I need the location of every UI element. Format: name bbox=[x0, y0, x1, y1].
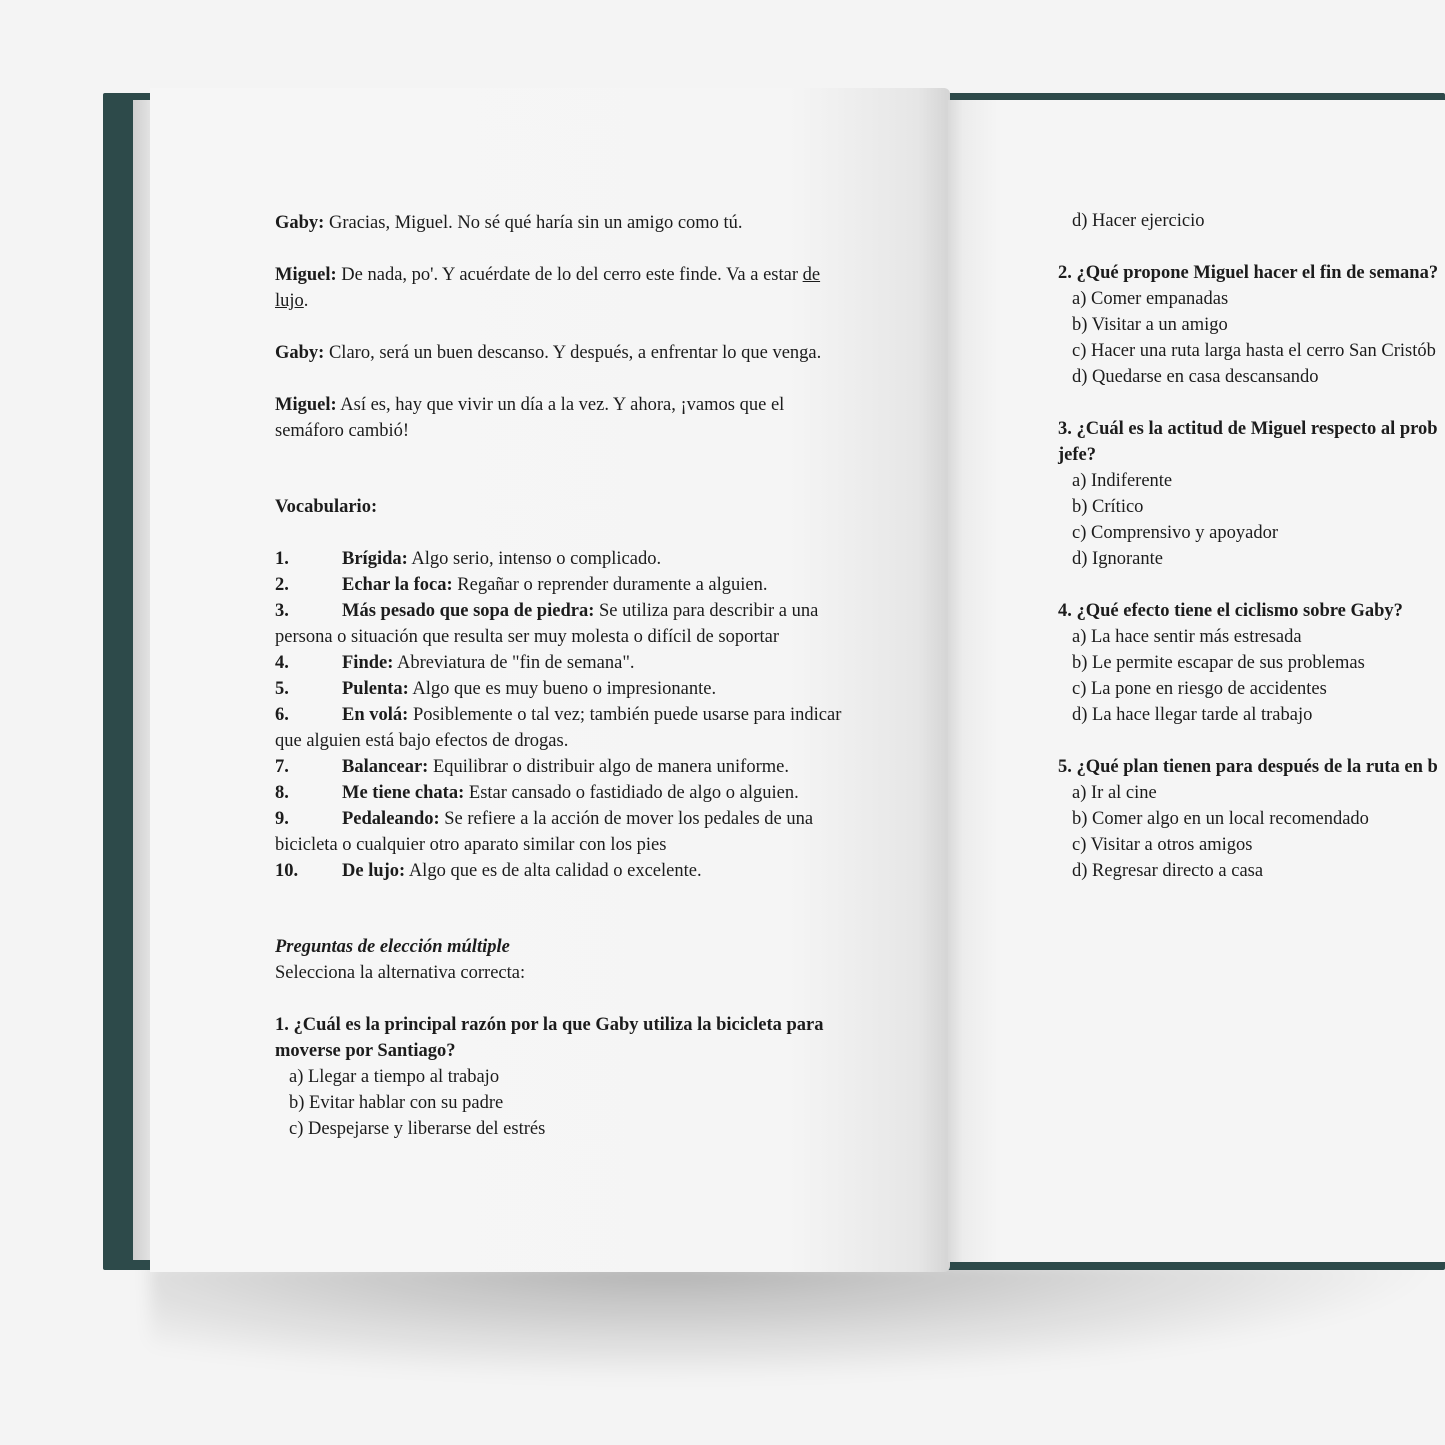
option: b) Visitar a un amigo bbox=[1072, 315, 1228, 335]
dialogue-text: Así es, hay que vivir un día a la vez. Y ahora, ¡vamos que el semáforo cambió! bbox=[275, 395, 785, 441]
option: d) Hacer ejercicio bbox=[1072, 211, 1205, 231]
vocab-term: Echar la foca: bbox=[342, 575, 453, 595]
option: c) La pone en riesgo de accidentes bbox=[1072, 679, 1327, 699]
item-number: 3. bbox=[275, 601, 289, 621]
dialogue-text: Claro, será un buen descanso. Y después, a enfrentar lo que venga. bbox=[328, 343, 822, 363]
option: d) La hace llegar tarde al trabajo bbox=[1072, 705, 1313, 725]
vocab-term: Pulenta: bbox=[342, 679, 409, 699]
option: c) Hacer una ruta larga hasta el cerro San Cristób bbox=[1072, 341, 1436, 361]
vocabulary-item bbox=[275, 546, 855, 572]
item-number: 6. bbox=[275, 705, 289, 725]
speaker-name: Gaby: bbox=[275, 343, 325, 363]
vocabulary-item bbox=[275, 754, 855, 780]
option: a) Ir al cine bbox=[1072, 783, 1157, 803]
vocab-definition: Algo que es de alta calidad o excelente. bbox=[408, 861, 702, 881]
vocab-definition: Posiblemente o tal vez; también puede usarse para indicar que alguien está bajo efectos de drogas. bbox=[275, 705, 842, 751]
option: a) Comer empanadas bbox=[1072, 289, 1229, 309]
vocab-definition: Abreviatura de "fin de semana". bbox=[397, 653, 635, 673]
item-number: 1. bbox=[275, 549, 289, 569]
vocab-term: Balancear: bbox=[342, 757, 429, 777]
option: c) Comprensivo y apoyador bbox=[1072, 523, 1279, 543]
vocabulary-item bbox=[275, 806, 855, 858]
dialogue-line bbox=[275, 262, 855, 314]
quiz-title: Preguntas de elección múltiple bbox=[275, 937, 510, 957]
vocabulary-item bbox=[275, 676, 855, 702]
option: a) Llegar a tiempo al trabajo bbox=[289, 1067, 500, 1087]
vocabulary-item bbox=[275, 650, 855, 676]
dialogue-line bbox=[275, 392, 855, 444]
vocabulary-title: Vocabulario: bbox=[275, 497, 378, 517]
vocab-definition: Estar cansado o fastidiado de algo o alguien. bbox=[468, 783, 799, 803]
item-number: 10. bbox=[275, 861, 299, 881]
vocab-definition: Algo serio, intenso o complicado. bbox=[411, 549, 662, 569]
speaker-name: Miguel: bbox=[275, 395, 337, 415]
option: b) Le permite escapar de sus problemas bbox=[1072, 653, 1365, 673]
question-2: 2. ¿Qué propone Miguel hacer el fin de semana? bbox=[1058, 263, 1439, 283]
option: a) La hace sentir más estresada bbox=[1072, 627, 1302, 647]
option: d) Quedarse en casa descansando bbox=[1072, 367, 1319, 387]
dialogue-line bbox=[275, 210, 855, 236]
vocabulary-item bbox=[275, 858, 855, 884]
underlined-phrase: de lujo bbox=[275, 265, 821, 311]
vocabulary-item bbox=[275, 702, 855, 754]
vocab-term: Más pesado que sopa de piedra: bbox=[342, 601, 595, 621]
vocab-term: Brígida: bbox=[342, 549, 408, 569]
dialogue-line bbox=[275, 340, 855, 366]
speaker-name: Gaby: bbox=[275, 213, 325, 233]
option: c) Visitar a otros amigos bbox=[1072, 835, 1253, 855]
left-page-text bbox=[275, 210, 855, 1142]
question-1: 1. ¿Cuál es la principal razón por la que Gaby utiliza la bicicleta para moverse por Santiago? bbox=[275, 1015, 824, 1061]
vocabulary-list bbox=[275, 546, 855, 884]
item-number: 9. bbox=[275, 809, 289, 829]
item-number: 5. bbox=[275, 679, 289, 699]
option: d) Regresar directo a casa bbox=[1072, 861, 1264, 881]
item-number: 8. bbox=[275, 783, 289, 803]
vocab-term: Pedaleando: bbox=[342, 809, 440, 829]
vocabulary-item bbox=[275, 780, 855, 806]
vocab-definition: Equilibrar o distribuir algo de manera uniforme. bbox=[432, 757, 789, 777]
vocab-definition: Se utiliza para describir a una persona o situación que resulta ser muy molesta o difícil de soportar bbox=[275, 601, 819, 647]
question-3: 3. ¿Cuál es la actitud de Miguel respecto al prob bbox=[1058, 419, 1438, 439]
item-number: 2. bbox=[275, 575, 289, 595]
question-4: 4. ¿Qué efecto tiene el ciclismo sobre Gaby? bbox=[1058, 601, 1403, 621]
vocab-term: De lujo: bbox=[342, 861, 406, 881]
vocabulary-item bbox=[275, 598, 855, 650]
quiz-instruction: Selecciona la alternativa correcta: bbox=[275, 963, 526, 983]
dialogue-text: Gracias, Miguel. No sé qué haría sin un amigo como tú. bbox=[328, 213, 743, 233]
vocab-term: Me tiene chata: bbox=[342, 783, 465, 803]
right-page-text bbox=[1058, 208, 1445, 884]
dialogue-text: De nada, po'. Y acuérdate de lo del cerro este finde. Va a estar bbox=[341, 265, 803, 285]
vocab-definition: Regañar o reprender duramente a alguien. bbox=[457, 575, 768, 595]
option: a) Indiferente bbox=[1072, 471, 1173, 491]
option: d) Ignorante bbox=[1072, 549, 1163, 569]
vocab-definition: Se refiere a la acción de mover los pedales de una bicicleta o cualquier otro aparato similar con los pies bbox=[275, 809, 814, 855]
question-5: 5. ¿Qué plan tienen para después de la ruta en b bbox=[1058, 757, 1438, 777]
option: b) Crítico bbox=[1072, 497, 1144, 517]
item-number: 7. bbox=[275, 757, 289, 777]
book-shadow bbox=[150, 1262, 1445, 1382]
option: b) Evitar hablar con su padre bbox=[289, 1093, 504, 1113]
vocab-definition: Algo que es muy bueno o impresionante. bbox=[412, 679, 717, 699]
speaker-name: Miguel: bbox=[275, 265, 337, 285]
vocab-term: En volá: bbox=[342, 705, 409, 725]
item-number: 4. bbox=[275, 653, 289, 673]
vocabulary-item bbox=[275, 572, 855, 598]
vocab-term: Finde: bbox=[342, 653, 394, 673]
option: b) Comer algo en un local recomendado bbox=[1072, 809, 1369, 829]
question-3-continued: jefe? bbox=[1058, 445, 1096, 465]
dialogue-end: . bbox=[303, 291, 309, 311]
option: c) Despejarse y liberarse del estrés bbox=[289, 1119, 546, 1139]
